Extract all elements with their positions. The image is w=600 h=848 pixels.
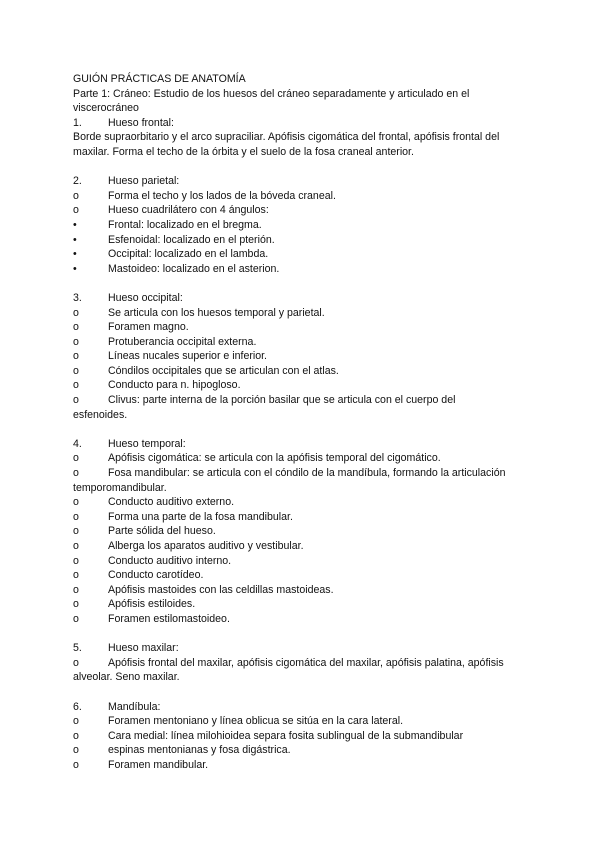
list-marker: o xyxy=(73,540,79,552)
section-title: Hueso frontal: xyxy=(108,116,174,129)
list-text: Clivus: parte interna de la porción basilar que se articula con el cuerpo del xyxy=(108,394,456,407)
list-item xyxy=(73,656,533,671)
list-text: Cara medial: línea milohioidea separa fosita sublingual de la submandibular xyxy=(108,729,464,742)
list-item xyxy=(73,583,533,598)
section-title: Hueso temporal: xyxy=(108,437,186,450)
list-item xyxy=(73,364,533,379)
list-item xyxy=(73,612,533,627)
list-marker: o xyxy=(73,189,79,202)
list-text: Apófisis cigomática: se articula con la apófisis temporal del cigomático. xyxy=(108,452,441,465)
list-item xyxy=(73,539,533,554)
list-marker: • xyxy=(73,262,77,275)
section-paragraph: Borde supraorbitario y el arco supraciliar. Apófisis cigomática del frontal, apófisis frontal del maxilar. Forma el techo de la órbita y el suelo de la fosa craneal anterior. xyxy=(73,131,500,158)
list-marker: o xyxy=(73,715,79,728)
list-item xyxy=(73,714,533,729)
section-title: Hueso maxilar: xyxy=(108,642,179,655)
list-item xyxy=(73,568,533,583)
list-marker: o xyxy=(73,656,79,669)
list-item xyxy=(73,554,533,569)
list-continuation: temporomandibular. xyxy=(73,481,167,494)
document-content xyxy=(73,72,533,773)
list-marker: o xyxy=(73,569,79,582)
list-marker: o xyxy=(73,525,79,538)
section-title: Mandíbula: xyxy=(108,700,161,713)
list-item xyxy=(73,247,533,262)
list-item xyxy=(73,349,533,364)
list-text: Apófisis frontal del maxilar, apófisis cigomática del maxilar, apófisis palatina, apófisis xyxy=(108,656,504,669)
list-item xyxy=(73,451,533,466)
list-marker: o xyxy=(73,335,79,348)
section-number: 4. xyxy=(73,437,82,450)
list-continuation: alveolar. Seno maxilar. xyxy=(73,671,180,684)
list-item xyxy=(73,335,533,350)
list-item xyxy=(73,378,533,393)
list-text: Frontal: localizado en el bregma. xyxy=(108,218,262,231)
list-text: Conducto auditivo interno. xyxy=(108,554,232,567)
list-marker: o xyxy=(73,306,79,319)
section-heading xyxy=(73,437,533,452)
list-text: Apófisis estiloides. xyxy=(108,598,196,611)
list-marker: o xyxy=(73,496,79,509)
section-number: 2. xyxy=(73,175,82,188)
list-text: Hueso cuadrilátero con 4 ángulos: xyxy=(108,204,269,217)
list-marker: o xyxy=(73,554,79,567)
section-title: Hueso parietal: xyxy=(108,175,180,188)
list-text: Alberga los aparatos auditivo y vestibular. xyxy=(108,540,304,552)
section-heading xyxy=(73,641,533,656)
list-marker: o xyxy=(73,510,79,523)
list-marker: • xyxy=(73,218,77,231)
list-marker: o xyxy=(73,350,79,363)
list-item xyxy=(73,495,533,510)
section-number: 3. xyxy=(73,291,82,304)
list-marker: o xyxy=(73,394,79,407)
list-text: Líneas nucales superior e inferior. xyxy=(108,350,267,363)
list-text: espinas mentonianas y fosa digástrica. xyxy=(108,744,291,757)
list-text: Foramen mandibular. xyxy=(108,758,209,771)
list-item xyxy=(73,320,533,335)
list-item xyxy=(73,743,533,758)
part-heading: Parte 1: Cráneo: Estudio de los huesos del cráneo separadamente y articulado en el viscerocráneo xyxy=(73,87,470,115)
list-marker: o xyxy=(73,321,79,334)
list-item xyxy=(73,524,533,539)
list-marker: o xyxy=(73,204,79,217)
list-marker: o xyxy=(73,758,79,771)
list-item xyxy=(73,758,533,773)
list-text: Forma una parte de la fosa mandibular. xyxy=(108,510,293,523)
list-text: Cóndilos occipitales que se articulan con el atlas. xyxy=(108,364,339,377)
list-item xyxy=(73,233,533,248)
section-number: 1. xyxy=(73,116,82,129)
list-marker: o xyxy=(73,467,79,480)
list-text: Foramen magno. xyxy=(108,321,189,334)
section-heading xyxy=(73,291,533,306)
section-heading xyxy=(73,700,533,715)
list-marker: • xyxy=(73,248,77,261)
section-heading xyxy=(73,116,533,131)
list-text: Parte sólida del hueso. xyxy=(108,525,216,538)
list-marker: • xyxy=(73,233,77,246)
list-marker: o xyxy=(73,583,79,596)
list-continuation: esfenoides. xyxy=(73,408,128,421)
list-text: Mastoideo: localizado en el asterion. xyxy=(108,262,280,275)
list-item xyxy=(73,306,533,321)
list-marker: o xyxy=(73,744,79,757)
list-text: Protuberancia occipital externa. xyxy=(108,335,257,348)
section-title: Hueso occipital: xyxy=(108,291,183,304)
list-item xyxy=(73,189,533,204)
list-text: Foramen mentoniano y línea oblicua se sitúa en la cara lateral. xyxy=(108,715,404,728)
list-text: Forma el techo y los lados de la bóveda craneal. xyxy=(108,189,336,202)
list-marker: o xyxy=(73,379,79,392)
list-marker: o xyxy=(73,364,79,377)
section-number: 6. xyxy=(73,700,82,713)
section-number: 5. xyxy=(73,642,82,655)
list-text: Esfenoidal: localizado en el pterión. xyxy=(108,233,275,246)
list-marker: o xyxy=(73,612,79,625)
list-item xyxy=(73,466,533,481)
list-item xyxy=(73,597,533,612)
list-text: Occipital: localizado en el lambda. xyxy=(108,248,269,261)
list-item xyxy=(73,262,533,277)
list-item xyxy=(73,393,533,408)
list-item xyxy=(73,510,533,525)
list-item xyxy=(73,203,533,218)
list-text: Conducto para n. hipogloso. xyxy=(108,379,241,392)
list-text: Foramen estilomastoideo. xyxy=(108,612,230,625)
list-text: Conducto carotídeo. xyxy=(108,569,204,582)
list-marker: o xyxy=(73,598,79,611)
list-marker: o xyxy=(73,452,79,465)
list-marker: o xyxy=(73,729,79,742)
list-text: Apófisis mastoides con las celdillas mastoideas. xyxy=(108,583,334,596)
list-text: Se articula con los huesos temporal y parietal. xyxy=(108,306,325,319)
list-item xyxy=(73,218,533,233)
list-text: Conducto auditivo externo. xyxy=(108,496,235,509)
document-title: GUIÓN PRÁCTICAS DE ANATOMÍA xyxy=(73,73,246,85)
list-item xyxy=(73,729,533,744)
section-heading xyxy=(73,174,533,189)
list-text: Fosa mandibular: se articula con el cóndilo de la mandíbula, formando la articulación xyxy=(108,467,506,480)
